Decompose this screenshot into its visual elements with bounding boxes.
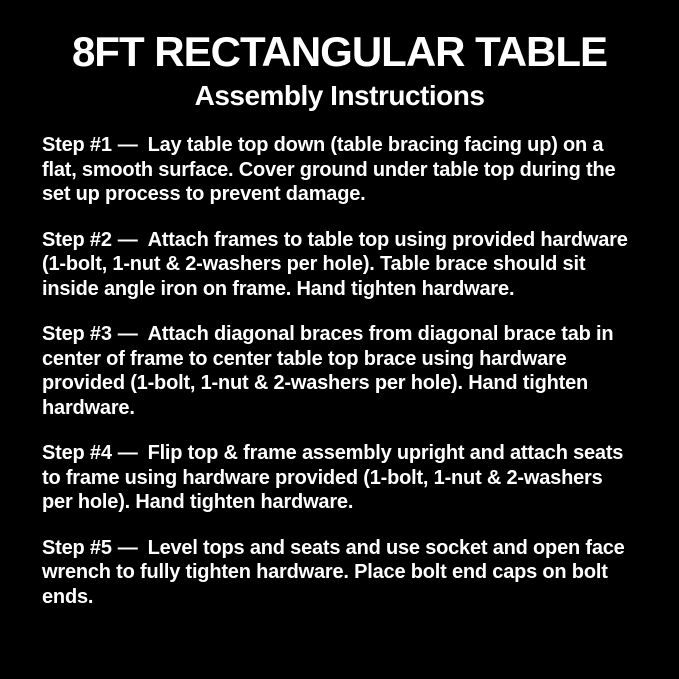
step-dash: — (117, 536, 138, 559)
step-paragraph-1 (42, 133, 637, 207)
step-paragraph-4 (42, 441, 637, 515)
step-label: Step #4 (42, 442, 112, 464)
step-label: Step #2 (42, 228, 112, 251)
step-label: Step #5 (42, 536, 112, 559)
step-label: Step #3 (42, 323, 112, 345)
step-text: Lay table top down (table bracing facing up) on a flat, smooth surface. Cover ground under table top during the set up process to prevent damage. (42, 134, 616, 205)
step-dash: — (117, 442, 138, 464)
step-dash: — (117, 134, 138, 156)
page-title: 8FT RECTANGULAR TABLE (71, 28, 608, 75)
step-paragraph-3 (42, 322, 637, 420)
step-text: Flip top & frame assembly upright and attach seats to frame using hardware provided (1-bolt, 1-nut & 2-washers per hole). Hand tighten hardware. (42, 442, 624, 513)
step-label: Step #1 (42, 134, 112, 156)
step-text: Attach diagonal braces from diagonal brace tab in center of frame to center table top brace using hardware provided (1-bolt, 1-nut & 2-washers per hole). Hand tighten hardware. (42, 323, 614, 419)
step-dash: — (117, 323, 138, 345)
step-text: Level tops and seats and use socket and open face wrench to fully tighten hardware. Place bolt end caps on bolt ends. (42, 536, 625, 608)
step-paragraph-2 (42, 228, 637, 302)
step-dash: — (117, 228, 138, 251)
step-text: Attach frames to table top using provided hardware (1-bolt, 1-nut & 2-washers per hole). Table brace should sit inside angle iron on frame. Hand tighten hardware. (42, 228, 628, 300)
step-paragraph-5 (42, 536, 637, 610)
page-subtitle: Assembly Instructions (194, 80, 485, 111)
